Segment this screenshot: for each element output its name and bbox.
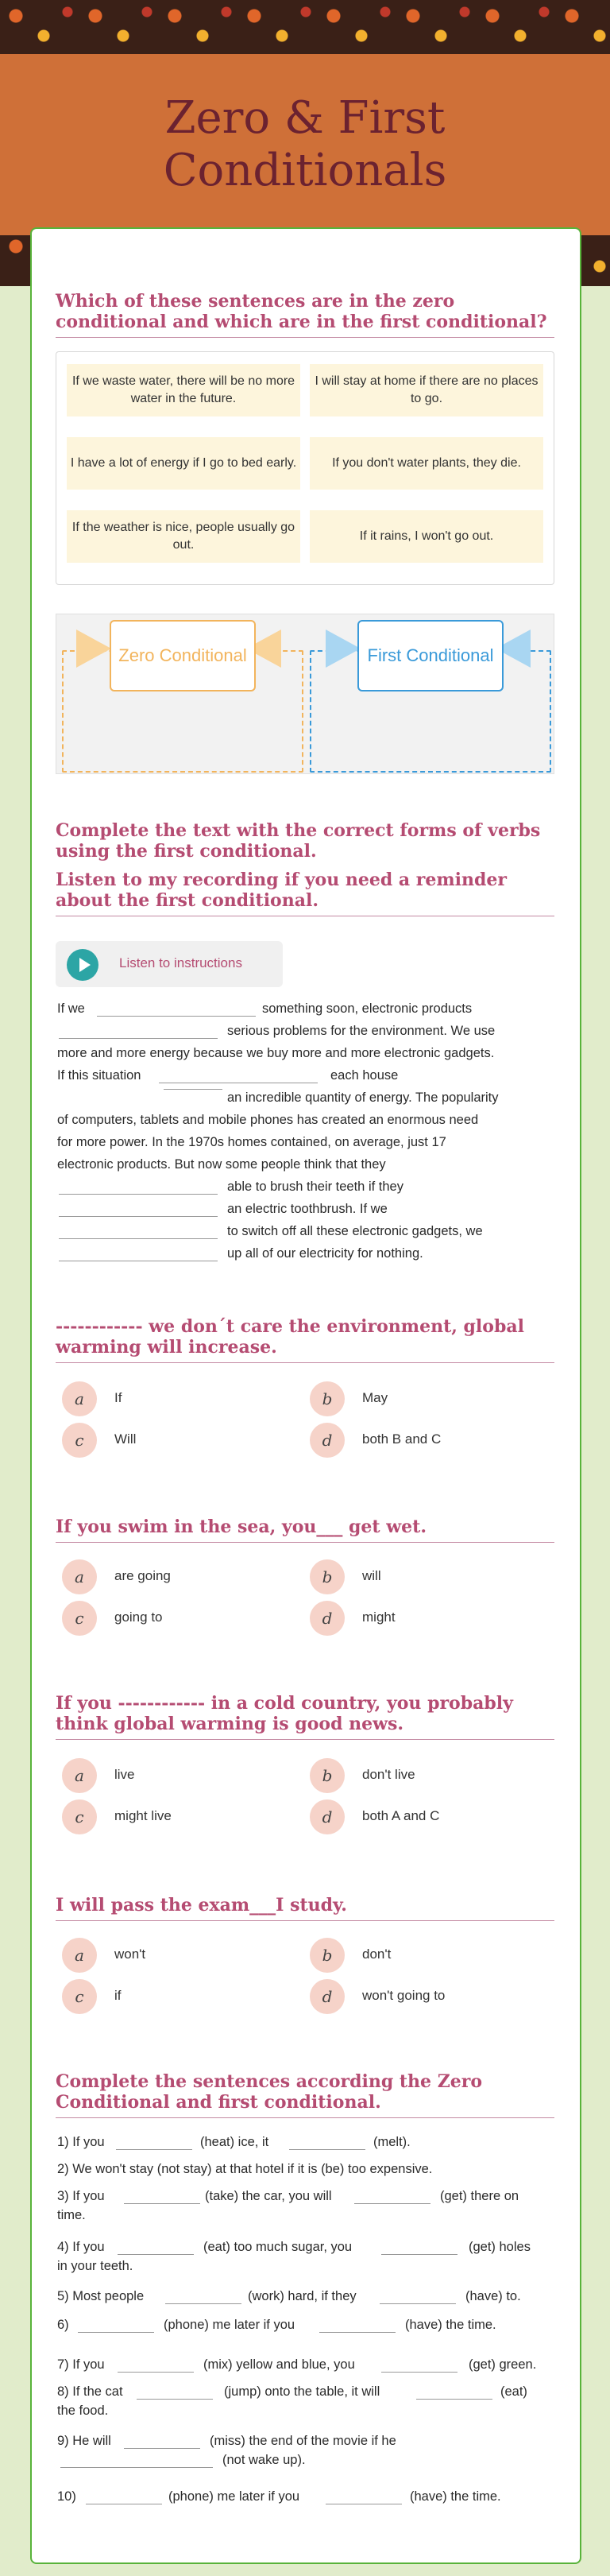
option-letter: a — [62, 1381, 97, 1416]
sentence-text: 3) If you — [57, 2189, 105, 2203]
text-line: to switch off all these electronic gadgets, we — [227, 1224, 483, 1238]
option-label: May — [362, 1390, 388, 1405]
option-c[interactable] — [62, 1799, 284, 1834]
sentence-text: 7) If you — [57, 2357, 105, 2372]
blank-input[interactable] — [59, 1194, 218, 1195]
text-line: an electric toothbrush. If we — [227, 1202, 388, 1216]
sentence-text: (melt). — [373, 2135, 411, 2149]
option-label: won't — [114, 1947, 146, 1962]
sentence-text: (phone) me later if you — [164, 2318, 295, 2332]
option-b[interactable] — [310, 1758, 532, 1793]
draggable-sentence[interactable]: If you don't water plants, they die. — [310, 437, 543, 490]
option-letter: b — [310, 1559, 345, 1594]
ribbon-tail — [76, 629, 111, 668]
option-label: live — [114, 1767, 135, 1782]
blank-input[interactable] — [381, 2254, 458, 2255]
draggable-sentence[interactable]: I will stay at home if there are no places to go. — [310, 364, 543, 416]
text-line: up all of our electricity for nothing. — [227, 1246, 423, 1261]
blank-input[interactable] — [164, 1089, 222, 1090]
text-line: of computers, tablets and mobile phones has created an enormous need — [57, 1113, 479, 1127]
option-label: don't live — [362, 1767, 415, 1782]
blank-input[interactable] — [60, 2467, 213, 2468]
sentence-text: (eat) too much sugar, you — [203, 2240, 353, 2254]
blank-input[interactable] — [289, 2149, 365, 2150]
option-c[interactable] — [62, 1979, 284, 2014]
sentence-text: 4) If you — [57, 2240, 105, 2254]
sentence-text: (get) green. — [469, 2357, 537, 2372]
option-d[interactable] — [310, 1979, 532, 2014]
sentence-text: (jump) onto the table, it will — [224, 2384, 380, 2399]
sentence-text: 5) Most people — [57, 2289, 145, 2303]
option-letter: a — [62, 1938, 97, 1973]
sentence-text: (have) to. — [465, 2289, 521, 2303]
sentence-text: (take) the car, you will — [205, 2189, 332, 2203]
page-title: Zero & First Conditionals — [163, 92, 447, 196]
text-line: able to brush their teeth if they — [227, 1180, 403, 1194]
blank-input[interactable] — [59, 1038, 218, 1039]
option-letter: c — [62, 1799, 97, 1834]
text-line: for more power. In the 1970s homes contained, on average, just 17 — [57, 1135, 446, 1149]
option-letter: d — [310, 1979, 345, 2014]
option-a[interactable] — [62, 1381, 284, 1416]
option-c[interactable] — [62, 1423, 284, 1458]
option-label: might live — [114, 1808, 172, 1823]
ribbon-tail — [326, 629, 361, 668]
sentence-text: 1) If you — [57, 2135, 105, 2149]
sentence-text: 6) — [57, 2318, 69, 2332]
sentence-text: (have) the time. — [410, 2489, 501, 2504]
question-4-title: I will pass the exam___I study. — [56, 1895, 554, 1921]
option-a[interactable] — [62, 1938, 284, 1973]
option-letter: b — [310, 1938, 345, 1973]
zero-conditional-label: Zero Conditional — [110, 620, 256, 691]
option-d[interactable] — [310, 1423, 532, 1458]
option-d[interactable] — [310, 1799, 532, 1834]
sentence-text: 2) We won't stay (not stay) at that hotel if it is (be) too expensive. — [57, 2162, 433, 2176]
blank-input[interactable] — [165, 2303, 241, 2304]
sentence-text: (eat) — [500, 2384, 527, 2399]
option-label: both B and C — [362, 1431, 442, 1447]
draggable-sentence[interactable]: If it rains, I won't go out. — [310, 510, 543, 563]
sentence-text: 10) — [57, 2489, 76, 2504]
sentence-text: (heat) ice, it — [200, 2135, 269, 2149]
option-letter: c — [62, 1423, 97, 1458]
sentence-text: (not wake up). — [222, 2453, 306, 2467]
sentence-text: (miss) the end of the movie if he — [210, 2434, 396, 2448]
question-3-title: If you ------------ in a cold country, you probably think global warming is good news. — [56, 1693, 554, 1740]
section2-title: Complete the text with the correct forms of verbs using the first conditional. — [56, 820, 541, 862]
listen-button[interactable] — [56, 941, 283, 987]
option-label: going to — [114, 1610, 163, 1625]
sentence-text: 8) If the cat — [57, 2384, 123, 2399]
section2-subtitle: Listen to my recording if you need a reminder about the first conditional. — [56, 870, 554, 916]
blank-input[interactable] — [416, 2399, 492, 2400]
text-line: each house — [330, 1068, 399, 1083]
listen-label: Listen to instructions — [119, 955, 242, 970]
option-label: won't going to — [362, 1988, 446, 2003]
option-b[interactable] — [310, 1938, 532, 1973]
blank-input[interactable] — [116, 2149, 192, 2150]
blank-input[interactable] — [78, 2332, 154, 2333]
option-letter: a — [62, 1758, 97, 1793]
autumn-leaves-band — [0, 0, 610, 56]
sentence-text: (have) the time. — [405, 2318, 496, 2332]
option-label: Will — [114, 1431, 137, 1447]
blank-input[interactable] — [124, 2203, 200, 2204]
draggable-sentence[interactable]: I have a lot of energy if I go to bed early. — [67, 437, 300, 490]
option-label: are going — [114, 1568, 171, 1583]
text-line: more and more energy because we buy more and more electronic gadgets. — [57, 1046, 495, 1060]
option-letter: b — [310, 1758, 345, 1793]
text-line: If this situation — [57, 1068, 141, 1083]
sentence-text: in your teeth. — [57, 2259, 133, 2273]
option-letter: d — [310, 1423, 345, 1458]
sentence-text: (mix) yellow and blue, you — [203, 2357, 355, 2372]
option-b[interactable] — [310, 1381, 532, 1416]
sentence-text: (get) there on — [440, 2189, 519, 2203]
draggable-sentence[interactable]: If the weather is nice, people usually go out. — [67, 510, 300, 563]
option-letter: d — [310, 1601, 345, 1636]
sentence-text: (get) holes — [469, 2240, 531, 2254]
blank-input[interactable] — [319, 2332, 396, 2333]
option-a[interactable] — [62, 1758, 284, 1793]
option-label: If — [114, 1390, 122, 1405]
option-label: might — [362, 1610, 396, 1625]
blank-input[interactable] — [59, 1216, 218, 1217]
page-header — [0, 54, 610, 235]
option-d[interactable] — [310, 1601, 532, 1636]
sentence-text: 9) He will — [57, 2434, 111, 2448]
option-label: both A and C — [362, 1808, 440, 1823]
blank-input[interactable] — [59, 1238, 218, 1239]
first-conditional-label: First Conditional — [357, 620, 504, 691]
blank-input[interactable] — [118, 2372, 194, 2373]
blank-input[interactable] — [137, 2399, 213, 2400]
blank-input[interactable] — [354, 2203, 430, 2204]
option-a[interactable] — [62, 1559, 284, 1594]
option-b[interactable] — [310, 1559, 532, 1594]
question-1-title: ------------ we don´t care the environment, global warming will increase. — [56, 1316, 554, 1363]
sentence-text: the food. — [57, 2404, 109, 2418]
option-letter: b — [310, 1381, 345, 1416]
sentence-text: time. — [57, 2208, 86, 2222]
text-line: an incredible quantity of energy. The popularity — [227, 1090, 499, 1105]
question-2-title: If you swim in the sea, you___ get wet. — [56, 1517, 554, 1543]
option-c[interactable] — [62, 1601, 284, 1636]
option-letter: c — [62, 1979, 97, 2014]
blank-input[interactable] — [381, 2372, 458, 2373]
option-label: will — [362, 1568, 381, 1583]
draggable-sentence[interactable]: If we waste water, there will be no more water in the future. — [67, 364, 300, 416]
option-letter: c — [62, 1601, 97, 1636]
text-line: serious problems for the environment. We use — [227, 1024, 496, 1038]
sentence-text: (work) hard, if they — [248, 2289, 357, 2303]
sentence-text: (phone) me later if you — [168, 2489, 300, 2504]
option-letter: d — [310, 1799, 345, 1834]
section1-title: Which of these sentences are in the zero conditional and which are in the first conditional? — [56, 291, 554, 338]
text-line: something soon, electronic products — [262, 1001, 473, 1016]
option-letter: a — [62, 1559, 97, 1594]
option-label: don't — [362, 1947, 392, 1962]
blank-input[interactable] — [118, 2254, 194, 2255]
blank-input[interactable] — [124, 2448, 200, 2449]
text-line: If we — [57, 1001, 85, 1016]
option-label: if — [114, 1988, 122, 2003]
text-line: electronic products. But now some people think that they — [57, 1157, 386, 1172]
play-icon — [67, 949, 98, 981]
blank-input[interactable] — [97, 1016, 256, 1017]
blank-input[interactable] — [380, 2303, 456, 2304]
section3-title: Complete the sentences according the Zero Conditional and first conditional. — [56, 2071, 554, 2118]
